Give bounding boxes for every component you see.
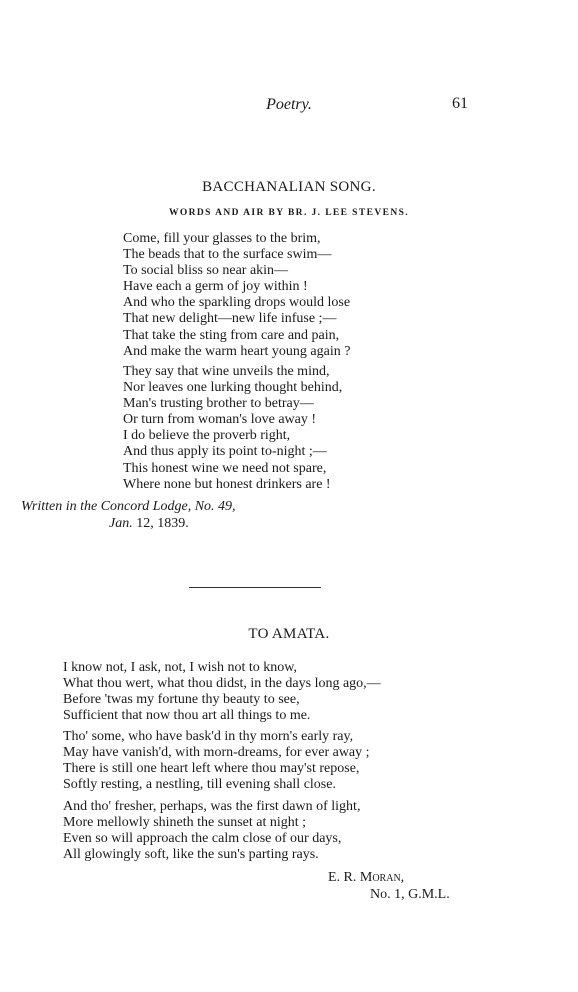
- verse-line: Where none but honest drinkers are !: [123, 476, 331, 492]
- signature: [328, 869, 450, 903]
- verse-line: Nor leaves one lurking thought behind,: [123, 380, 343, 396]
- signature-name: E. R. Moran,: [328, 870, 405, 885]
- composition-venue: Written in the Concord Lodge, No. 49,: [21, 499, 236, 514]
- stanza: [63, 729, 370, 793]
- verse-line: This honest wine we need not spare,: [123, 460, 327, 476]
- verse-line: May have vanish'd, with morn-dreams, for ever away ;: [63, 745, 370, 761]
- verse-line: There is still one heart left where thou may'st repose,: [63, 761, 360, 777]
- stanza: [123, 231, 350, 360]
- verse-line: I do believe the proverb right,: [123, 428, 291, 444]
- verse-line: Have each a germ of joy within !: [123, 279, 308, 295]
- verse-line: And who the sparkling drops would lose: [123, 295, 351, 311]
- composition-note: [21, 498, 236, 532]
- verse-line: They say that wine unveils the mind,: [123, 364, 330, 379]
- verse-line: That take the sting from care and pain,: [123, 327, 340, 343]
- stanza: [63, 660, 381, 724]
- verse-line: Even so will approach the calm close of our days,: [63, 831, 342, 847]
- verse-line: More mellowly shineth the sunset at night ;: [63, 815, 307, 831]
- poem-credit: WORDS AND AIR BY BR. J. LEE STEVENS.: [168, 208, 410, 218]
- verse-line: To social bliss so near akin—: [123, 263, 289, 279]
- verse-line: That new delight—new life infuse ;—: [123, 311, 337, 327]
- verse-line: Or turn from woman's love away !: [123, 412, 317, 428]
- verse-line: I know not, I ask, not, I wish not to know,: [63, 660, 297, 675]
- stanza: [63, 799, 360, 863]
- running-title: Poetry.: [266, 96, 312, 113]
- verse-line: Before 'twas my fortune thy beauty to see,: [63, 692, 300, 708]
- verse-line: The beads that to the surface swim—: [123, 247, 332, 263]
- verse-line: Man's trusting brother to betray—: [123, 396, 314, 412]
- signature-rank: No. 1, G.M.L.: [370, 887, 450, 902]
- composition-date-rest: 12, 1839.: [132, 516, 189, 531]
- poem-title-bacchanalian-song: BACCHANALIAN SONG.: [202, 179, 376, 195]
- verse-line: And thus apply its point to-night ;—: [123, 444, 327, 460]
- verse-line: What thou wert, what thou didst, in the days long ago,—: [63, 676, 381, 692]
- section-divider: [189, 587, 321, 588]
- verse-line: Come, fill your glasses to the brim,: [123, 231, 321, 246]
- verse-line: Softly resting, a nestling, till evening shall close.: [63, 777, 336, 793]
- verse-line: And make the warm heart young again ?: [123, 343, 351, 359]
- verse-line: All glowingly soft, like the sun's parting rays.: [63, 847, 319, 863]
- poem-title-to-amata: TO AMATA.: [248, 626, 330, 642]
- verse-line: Tho' some, who have bask'd in thy morn's early ray,: [63, 729, 354, 744]
- composition-date: [21, 515, 236, 532]
- stanza: [123, 364, 342, 493]
- verse-line: And tho' fresher, perhaps, was the first dawn of light,: [63, 799, 361, 814]
- verse-line: Sufficient that now thou art all things to me.: [63, 708, 311, 724]
- page-number: 61: [452, 95, 468, 112]
- composition-date-month: Jan.: [109, 516, 133, 531]
